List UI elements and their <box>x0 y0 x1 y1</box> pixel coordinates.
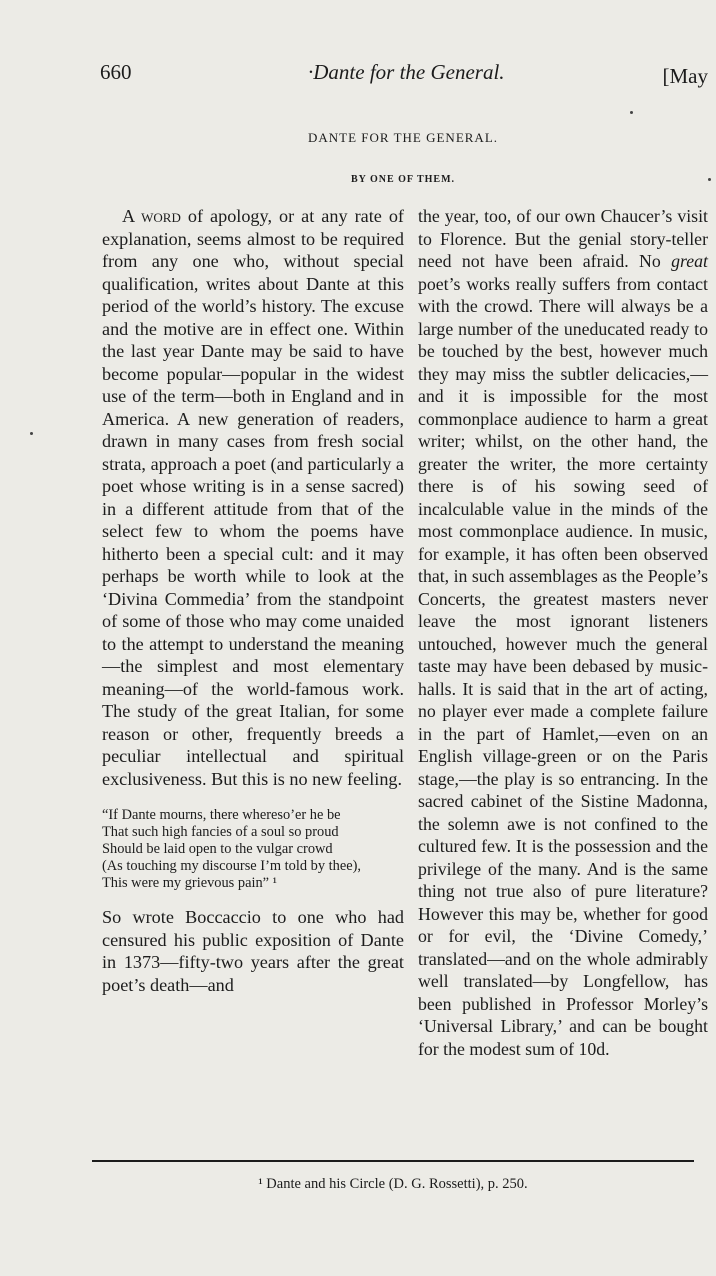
article-title: DANTE FOR THE GENERAL. <box>307 130 499 145</box>
boccaccio-paragraph: So wrote Boccaccio to one who had censured his public exposition of Dante in 1373—fifty-two years after the great poet’s death—and <box>102 907 404 995</box>
emphasis-word: great <box>671 251 708 271</box>
article-byline: BY ONE OF THEM. <box>350 174 456 185</box>
continued-text-1: the year, too, of our own Chaucer’s visit to Florence. But the genial story-teller need not have been afraid. No <box>418 206 708 271</box>
opening-small-caps: A word <box>122 206 181 226</box>
continued-paragraph <box>418 205 708 1060</box>
print-speck <box>630 111 633 114</box>
page-number: 660 <box>100 60 132 84</box>
opening-paragraph-text: of apology, or at any rate of explanation, seems almost to be required from any one who, without special qualification, writes about Dante at this period of the world’s history. The excuse and the motive are in effect one. Within the last year Dante may be said to have become popular—popular in the widest use of the term—both in England and in America. A new generation of readers, drawn in many cases from fresh social strata, approach a poet (and particularly a poet whose writing is in a sense sacred) in a different attitude from that of the select few to whom the poems have hitherto been a special cult: and it may perhaps be worth while to look at the ‘Divina Commedia’ from the standpoint of some of those who may come unaided to the attempt to understand the meaning—the simplest and most elementary meaning—of the world-famous work. The study of the great Italian, for some reason or other, frequently breeds a peculiar intellectual and spiritual exclusiveness. But this is no new feeling. <box>102 206 404 789</box>
verse-line: “If Dante mourns, there whereso’er he be <box>102 807 341 823</box>
right-column <box>418 205 708 1060</box>
left-column <box>102 205 404 996</box>
opening-paragraph <box>102 205 404 790</box>
verse-line: This were my grievous pain” ¹ <box>102 875 277 891</box>
footnote: ¹ Dante and his Circle (D. G. Rossetti), p. 250. <box>258 1176 528 1192</box>
running-month: [May <box>662 64 708 88</box>
verse-line: Should be laid open to the vulgar crowd <box>102 841 333 857</box>
footnote-rule <box>92 1160 694 1162</box>
running-title: ·Dante for the General. <box>308 60 505 84</box>
running-head <box>100 60 708 90</box>
verse-line: (As touching my discourse I’m told by thee), <box>102 858 361 874</box>
print-speck <box>708 178 711 181</box>
print-speck <box>30 432 33 435</box>
verse-quotation <box>102 807 404 892</box>
continued-text-2: poet’s works really suffers from contact with the crowd. There will always be a large number of the uneducated ready to be touched by the best, however much they may miss the subtler delicacies,—and it is impossible for the most commonplace audience to harm a great writer; whilst, on the other hand, the greater the writer, the more certainty there is of his sowing seed of incalculable value in the minds of the most commonplace audience. In music, for example, it has often been observed that, in such assemblages as the People’s Concerts, the greatest masters never leave the most ignorant listeners untouched, however much the general taste may have been debased by music-halls. It is said that in the art of acting, no player ever made a complete failure in the part of Hamlet,—even on an English village-green or on the Paris stage,—the play is so entrancing. In the sacred cabinet of the Sistine Madonna, the solemn awe is not confined to the cultured few. It is the possession and the privilege of the many. And is the same thing not true also of pure literature? However this may be, whether for good or for evil, the ‘Divine Comedy,’ translated—and on the whole admirably well translated—by Longfellow, has been published in Professor Morley’s ‘Universal Library,’ and can be bought for the modest sum of 10d. <box>418 273 708 1059</box>
verse-line: That such high fancies of a soul so proud <box>102 824 339 840</box>
